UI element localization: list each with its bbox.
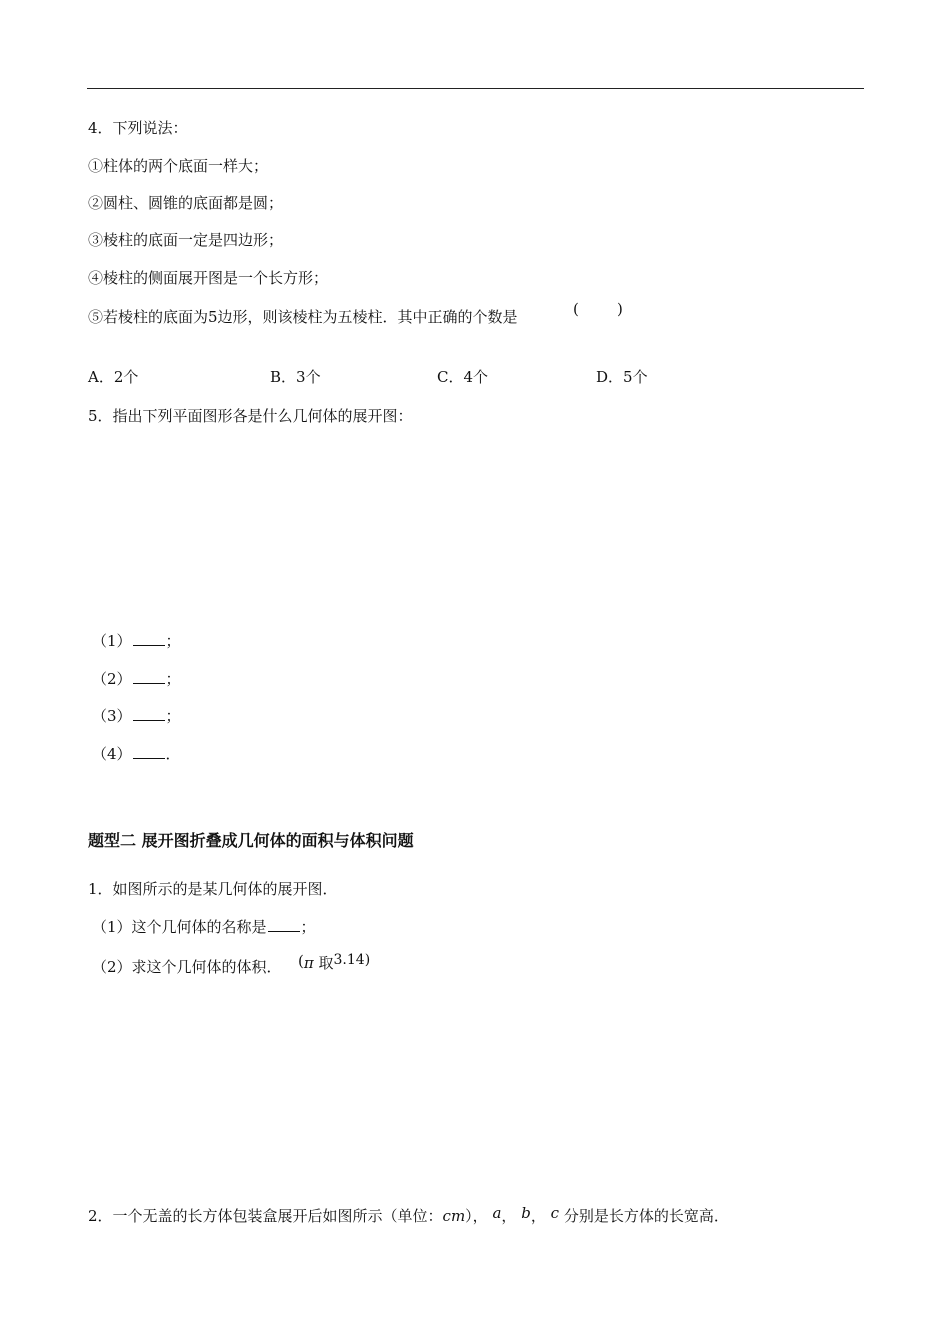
part-end: ． (165, 745, 181, 763)
q4-statement-1: ①柱体的两个底面一样大； (88, 157, 269, 175)
header-rule (87, 88, 864, 89)
var-c: c (550, 1204, 560, 1222)
sep: ， (530, 1207, 546, 1225)
q5-stem: 5．指出下列平面图形各是什么几何体的展开图： (88, 407, 413, 425)
pi-symbol: π (303, 954, 314, 972)
q5-part-4 (92, 745, 181, 763)
q4-statement-2: ②圆柱、圆锥的底面都是圆； (88, 194, 284, 212)
answer-blank (133, 671, 165, 684)
unit-cm: cm (442, 1207, 466, 1225)
part-end: ； (165, 707, 181, 725)
answer-blank (133, 746, 165, 759)
part1-text: （1）这个几何体的名称是 (92, 918, 267, 936)
var-a: a (492, 1204, 502, 1222)
part-label: （1） (92, 632, 132, 650)
p2-suffix: 分别是长方体的长宽高． (563, 1207, 729, 1225)
p2-stem (88, 1204, 729, 1225)
q5-part-2 (92, 670, 181, 688)
q4-stem: 4．下列说法： (88, 119, 188, 137)
q4-option-d: D．5个 (596, 368, 648, 386)
pi-word: 取 (318, 954, 334, 972)
part1-end: ； (300, 918, 316, 936)
section-heading: 题型二 展开图折叠成几何体的面积与体积问题 (88, 831, 414, 850)
answer-blank (268, 919, 300, 932)
p2-after-unit: ）， (465, 1207, 488, 1225)
q4-statement-3: ③棱柱的底面一定是四边形； (88, 231, 284, 249)
p1-part-1 (92, 918, 316, 936)
answer-paren-close: ) (617, 300, 623, 318)
q4-option-c: C．4个 (437, 368, 489, 386)
answer-paren-open: ( (573, 300, 579, 318)
q4-option-b: B．3个 (270, 368, 321, 386)
part-label: （3） (92, 707, 132, 725)
pi-paren-open: ( (298, 952, 304, 970)
pi-value: 3.14) (333, 952, 371, 968)
p2-prefix: 2．一个无盖的长方体包装盒展开后如图所示（单位： (88, 1207, 443, 1225)
q4-option-a: A．2个 (88, 368, 139, 386)
sep: ， (501, 1207, 517, 1225)
answer-blank (133, 708, 165, 721)
var-b: b (521, 1204, 531, 1222)
answer-blank (133, 633, 165, 646)
part-end: ； (165, 632, 181, 650)
q5-part-1 (92, 632, 181, 650)
q4-statement-4: ④棱柱的侧面展开图是一个长方形； (88, 269, 329, 287)
pi-approximation (298, 952, 370, 973)
q4-statement-5: ⑤若棱柱的底面为5边形，则该棱柱为五棱柱．其中正确的个数是 (88, 308, 518, 326)
part-label: （2） (92, 670, 132, 688)
p1-part-2: （2）求这个几何体的体积． (92, 958, 282, 976)
p1-stem: 1．如图所示的是某几何体的展开图． (88, 880, 338, 898)
part-end: ； (165, 670, 181, 688)
q5-part-3 (92, 707, 181, 725)
part-label: （4） (92, 745, 132, 763)
